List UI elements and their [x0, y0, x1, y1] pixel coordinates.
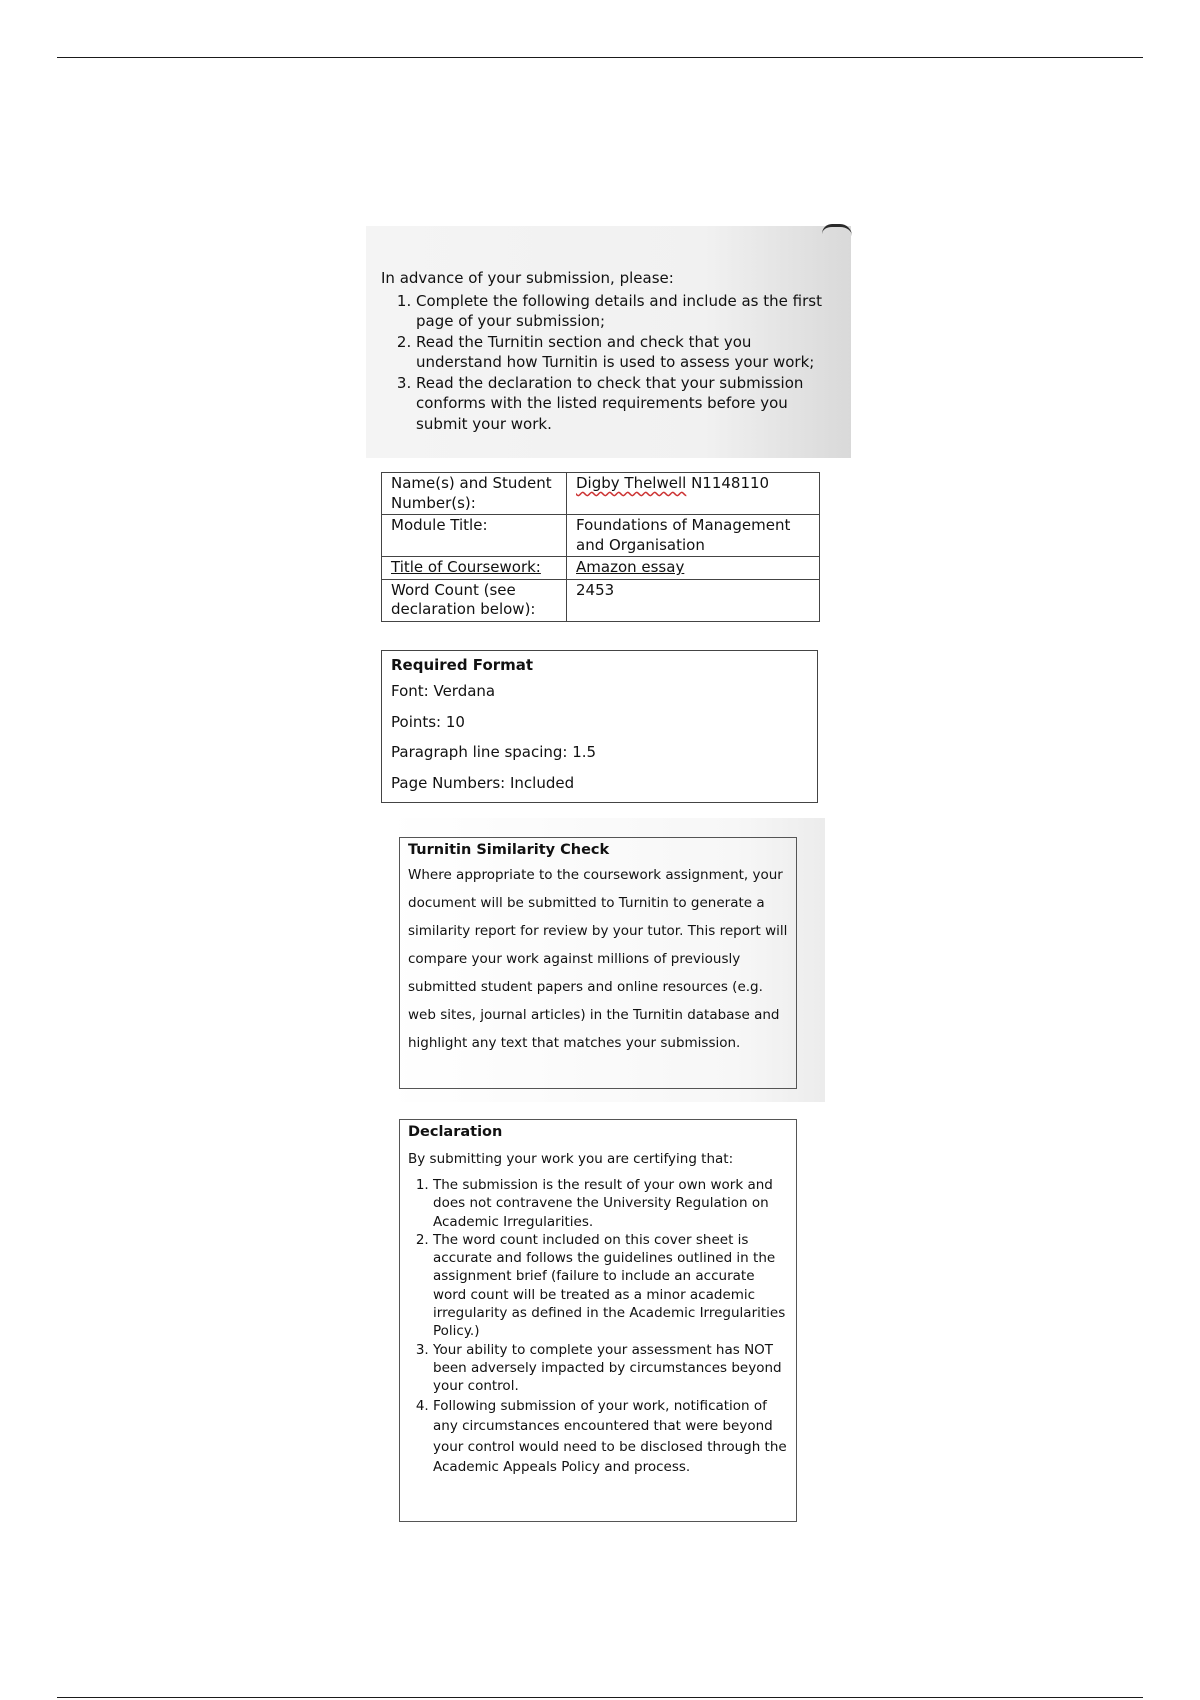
details-value	[567, 473, 820, 515]
turnitin-similarity-box	[399, 837, 797, 1089]
details-value	[567, 557, 820, 580]
page-top-rule	[57, 57, 1143, 58]
student-name: Digby Thelwell	[576, 474, 687, 492]
turnitin-title: Turnitin Similarity Check	[408, 842, 610, 858]
student-details-table	[381, 472, 820, 622]
format-font: Font: Verdana	[391, 682, 496, 700]
turnitin-body: Where appropriate to the coursework assignment, your document will be submitted to Turnitin to generate a similarity report for review by your tutor. This report will compare your work against millions of previously submitted student papers and online resources (e.g. web sites, journal articles) in the Turnitin database and highlight any text that matches your submission.	[408, 867, 788, 1051]
details-value: Foundations of Management and Organisation	[567, 515, 820, 557]
details-label-text: Title of Coursework:	[391, 558, 541, 576]
declaration-items	[408, 1176, 788, 1478]
declaration-item: 4. Following submission of your work, notification of any circumstances encountered that were beyond your control would need to be disclosed through the Academic Appeals Policy and process.	[433, 1396, 788, 1478]
instruction-step: 2. Read the Turnitin section and check that you understand how Turnitin is used to assess your work;	[416, 332, 841, 373]
instruction-step: 1. Complete the following details and include as the first page of your submission;	[416, 291, 841, 332]
declaration-box	[399, 1119, 797, 1522]
table-row	[382, 473, 820, 515]
declaration-item: 2. The word count included on this cover sheet is accurate and follows the guidelines outlined in the assignment brief (failure to include an accurate word count will be treated as a minor academic irregularity as defined in the Academic Irregularities Policy.)	[433, 1231, 788, 1341]
details-label: Name(s) and Student Number(s):	[382, 473, 567, 515]
declaration-intro: By submitting your work you are certifying that:	[408, 1151, 734, 1167]
format-page-numbers: Page Numbers: Included	[391, 773, 575, 792]
details-label: Module Title:	[382, 515, 567, 557]
table-row	[382, 515, 820, 557]
details-value-text: Amazon essay	[576, 558, 685, 576]
table-row	[382, 557, 820, 580]
details-label: Word Count (see declaration below):	[382, 579, 567, 621]
instructions-intro: In advance of your submission, please:	[381, 269, 674, 287]
details-value: 2453	[567, 579, 820, 621]
student-number: N1148110	[686, 474, 770, 492]
format-spacing: Paragraph line spacing: 1.5	[391, 743, 597, 761]
format-points: Points: 10	[391, 712, 465, 731]
instructions-steps	[381, 291, 841, 435]
declaration-item: 3. Your ability to complete your assessment has NOT been adversely impacted by circumstances beyond your control.	[433, 1341, 788, 1396]
page-bottom-rule	[57, 1697, 1143, 1698]
instruction-step: 3. Read the declaration to check that your submission conforms with the listed requirements before you submit your work.	[416, 373, 841, 435]
declaration-item: 1. The submission is the result of your own work and does not contravene the University Regulation on Academic Irregularities.	[433, 1176, 788, 1231]
table-row	[382, 579, 820, 621]
scan-corner-mark	[822, 224, 852, 239]
declaration-title: Declaration	[408, 1124, 503, 1140]
required-format-title: Required Format	[391, 656, 534, 674]
submission-instructions	[381, 268, 841, 434]
details-label	[382, 557, 567, 580]
required-format-box	[381, 650, 818, 803]
